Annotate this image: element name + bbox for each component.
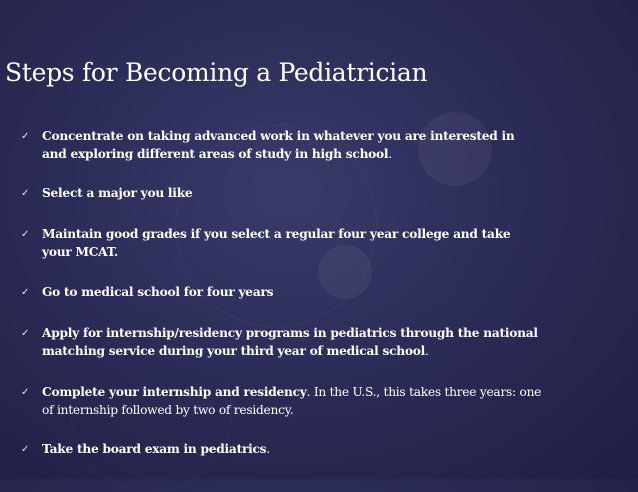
bullet-text [42,383,542,419]
bullet-rest-text: . In the U.S., this takes three years: one of internship followed by two of residency. [42,385,542,417]
bullet-text [42,283,542,301]
checkmark-icon: ✓ [21,188,30,199]
bullet-bold-text: Concentrate on taking advanced work in whatever you are interested in and exploring different areas of study in high school [42,129,515,161]
bullet-rest-text: . [266,442,270,456]
checkmark-icon: ✓ [21,387,30,398]
bullet-text [42,184,542,202]
checkmark-icon: ✓ [21,229,30,240]
slide-title: Steps for Becoming a Pediatrician [5,58,428,87]
bullet-bold-text: Take the board exam in pediatrics [42,442,267,456]
bullet-bold-text: Apply for internship/residency programs in pediatrics through the national matching service during your third year of medical school [42,326,538,358]
bullet-rest-text: . [388,147,392,161]
bullet-bold-text: Complete your internship and residency [42,385,307,399]
checkmark-icon: ✓ [21,131,30,142]
bullet-bold-text: Maintain good grades if you select a regular four year college and take your MCAT. [42,227,511,259]
bullet-bold-text: Select a major you like [42,186,193,200]
checkmark-icon: ✓ [21,328,30,339]
bullet-text [42,127,542,163]
checkmark-icon: ✓ [21,287,30,298]
checkmark-icon: ✓ [21,444,30,455]
bullet-text [42,440,542,458]
bullet-rest-text: . [425,344,429,358]
bullet-bold-text: Go to medical school for four years [42,285,274,299]
bullet-text [42,324,542,360]
bullet-text [42,225,542,261]
